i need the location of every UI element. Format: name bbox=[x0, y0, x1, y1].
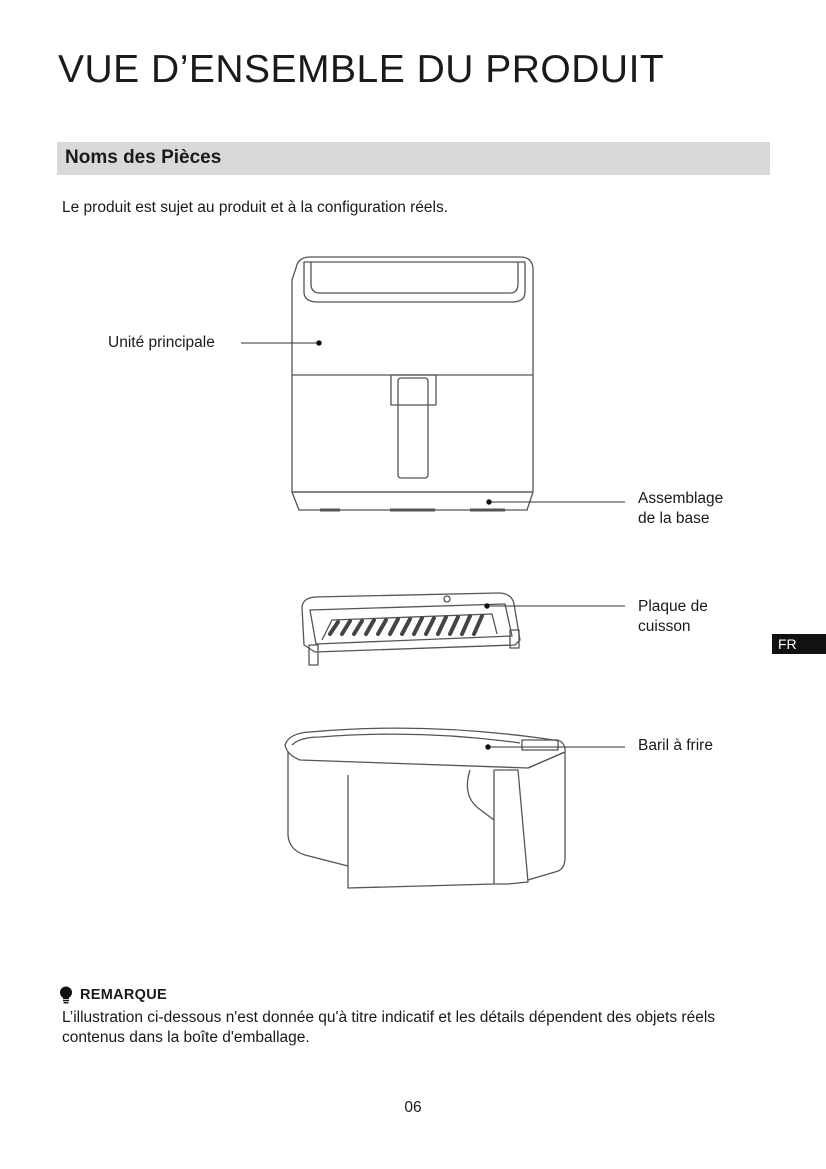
section-title: Noms des Pièces bbox=[65, 147, 222, 168]
page-title: VUE D’ENSEMBLE DU PRODUIT bbox=[58, 48, 665, 91]
language-tab: FR bbox=[772, 634, 826, 654]
label-base-assembly bbox=[638, 489, 723, 529]
frying-basket-drawing bbox=[285, 728, 565, 888]
note-title: REMARQUE bbox=[80, 987, 167, 1003]
label-frying-basket: Baril à frire bbox=[638, 737, 713, 754]
label-plate-line1: Plaque de bbox=[638, 598, 708, 615]
lightbulb-icon bbox=[58, 986, 74, 1004]
air-fryer-main-unit-drawing bbox=[292, 257, 533, 510]
label-plate-line2: cuisson bbox=[638, 618, 691, 635]
label-cooking-plate bbox=[638, 597, 708, 637]
label-base-line1: Assemblage bbox=[638, 490, 724, 507]
intro-text: Le produit est sujet au produit et à la configuration réels. bbox=[62, 199, 449, 216]
page-number: 06 bbox=[404, 1099, 422, 1116]
label-base-line2: de la base bbox=[638, 510, 710, 527]
label-main-unit: Unité principale bbox=[108, 334, 215, 351]
note-text: L’illustration ci-dessous n'est donnée qu'à titre indicatif et les détails dépendent des objets réels contenus dans la boîte d'emballage. bbox=[62, 1009, 716, 1046]
